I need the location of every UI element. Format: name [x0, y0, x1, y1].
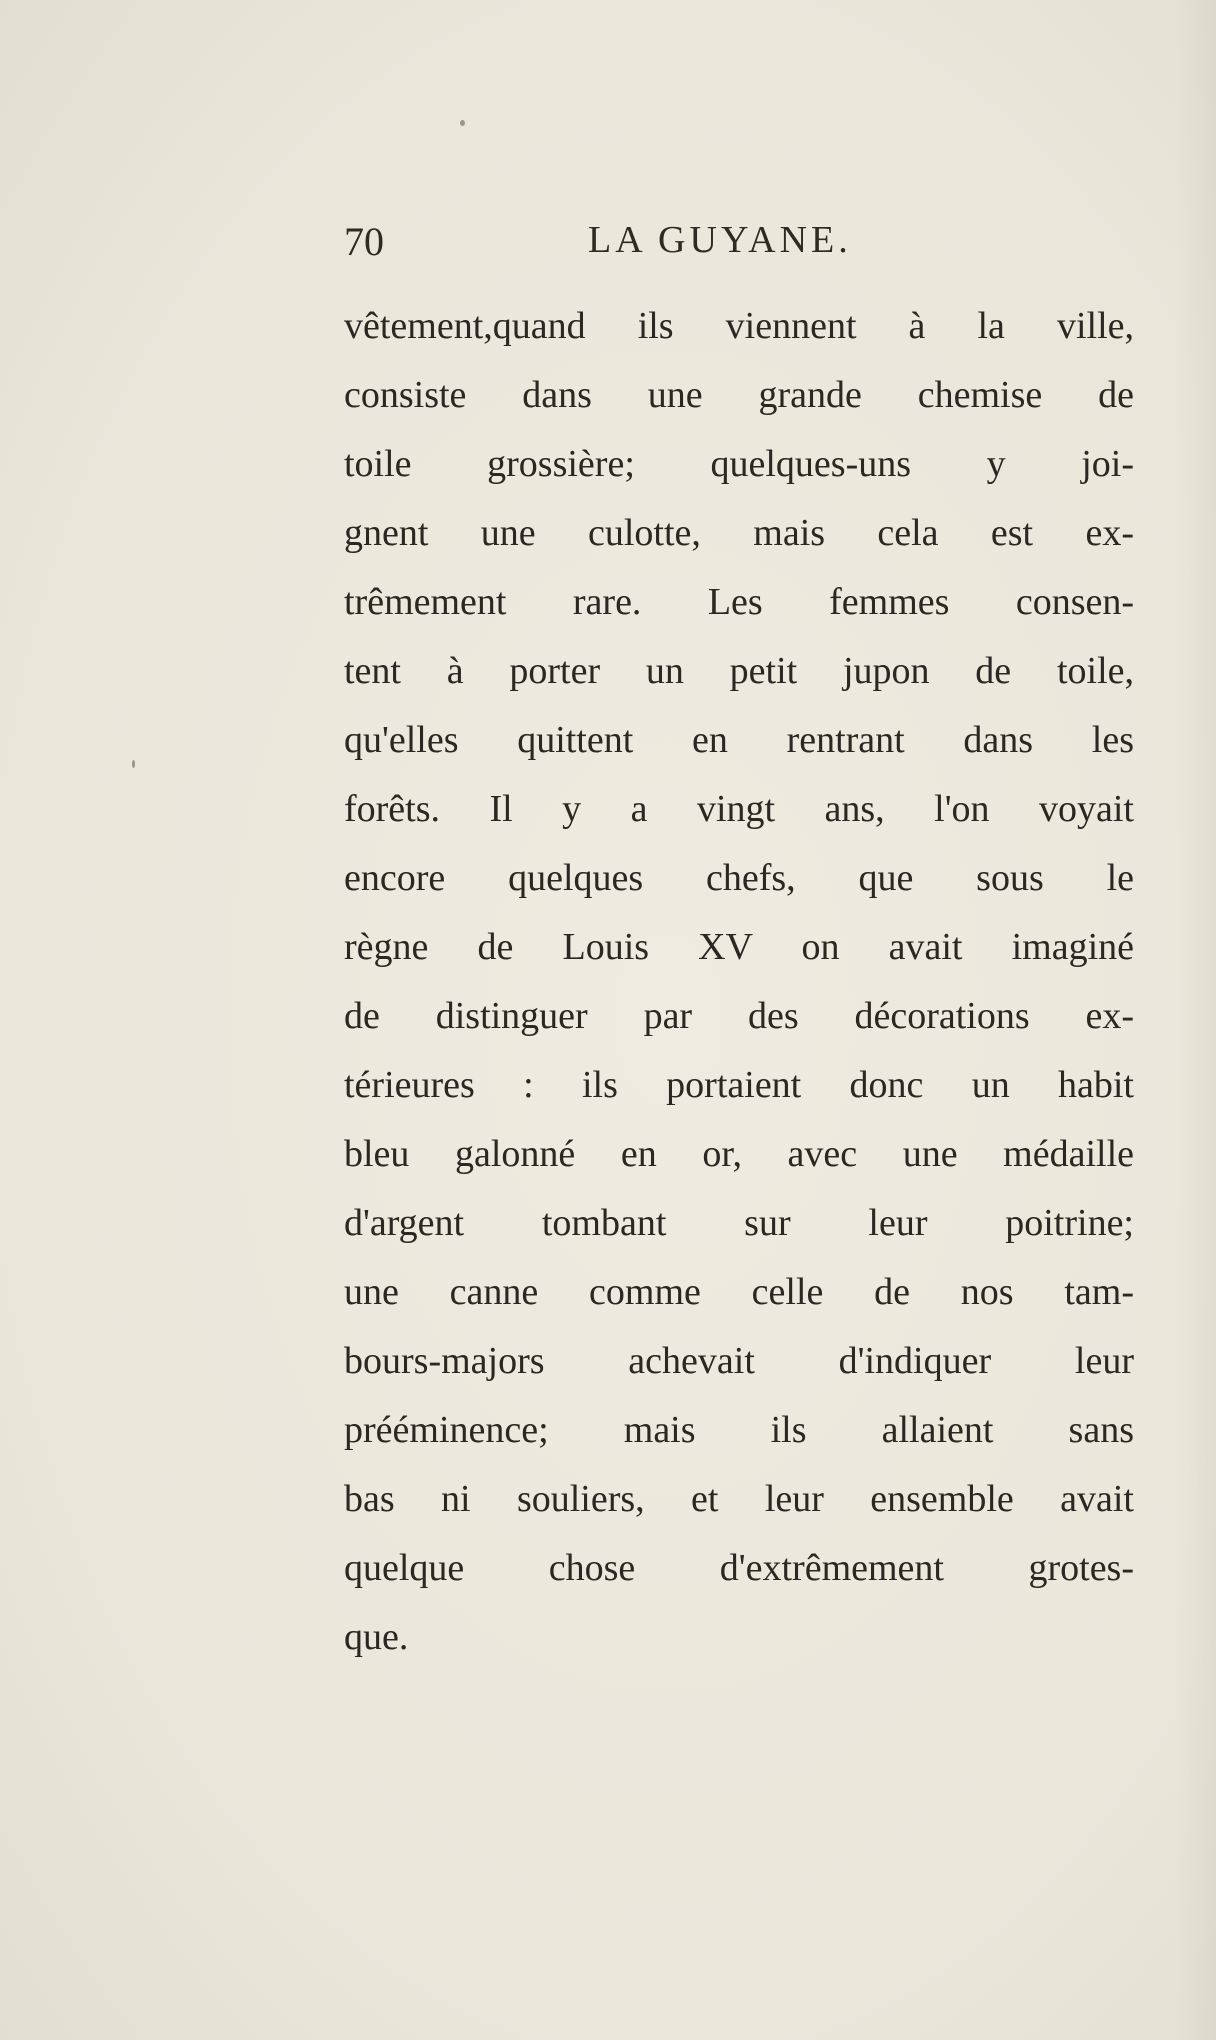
text-line: consiste dans une grande chemise de: [344, 374, 1134, 416]
text-line: toile grossière; quelques-uns y joi-: [344, 443, 1134, 485]
text-line: gnent une culotte, mais cela est ex-: [344, 512, 1134, 554]
text-line: bours-majors achevait d'indiquer leur: [344, 1340, 1134, 1382]
page-number: 70: [344, 219, 384, 264]
text-line: quelque chose d'extrêmement grotes-: [344, 1547, 1134, 1589]
page-edge-shadow: [1176, 0, 1216, 2040]
text-line: tent à porter un petit jupon de toile,: [344, 650, 1134, 692]
text-line: de distinguer par des décorations ex-: [344, 995, 1134, 1037]
body-text: [344, 292, 1134, 1672]
running-header: [344, 218, 904, 268]
text-line: règne de Louis XV on avait imaginé: [344, 926, 1134, 968]
text-line: prééminence; mais ils allaient sans: [344, 1409, 1134, 1451]
text-line: trêmement rare. Les femmes consen-: [344, 581, 1134, 623]
text-line: bas ni souliers, et leur ensemble avait: [344, 1478, 1134, 1520]
text-line: encore quelques chefs, que sous le: [344, 857, 1134, 899]
text-line: térieures : ils portaient donc un habit: [344, 1064, 1134, 1106]
paper-speck: [132, 760, 135, 768]
text-line: forêts. Il y a vingt ans, l'on voyait: [344, 788, 1134, 830]
text-line: que.: [344, 1616, 409, 1658]
text-line: une canne comme celle de nos tam-: [344, 1271, 1134, 1313]
text-line: bleu galonné en or, avec une médaille: [344, 1133, 1134, 1175]
text-line: qu'elles quittent en rentrant dans les: [344, 719, 1134, 761]
text-line: d'argent tombant sur leur poitrine;: [344, 1202, 1134, 1244]
running-title: LA GUYANE.: [588, 219, 852, 261]
text-line: vêtement,quand ils viennent à la ville,: [344, 305, 1134, 347]
paper-speck: [460, 120, 465, 126]
